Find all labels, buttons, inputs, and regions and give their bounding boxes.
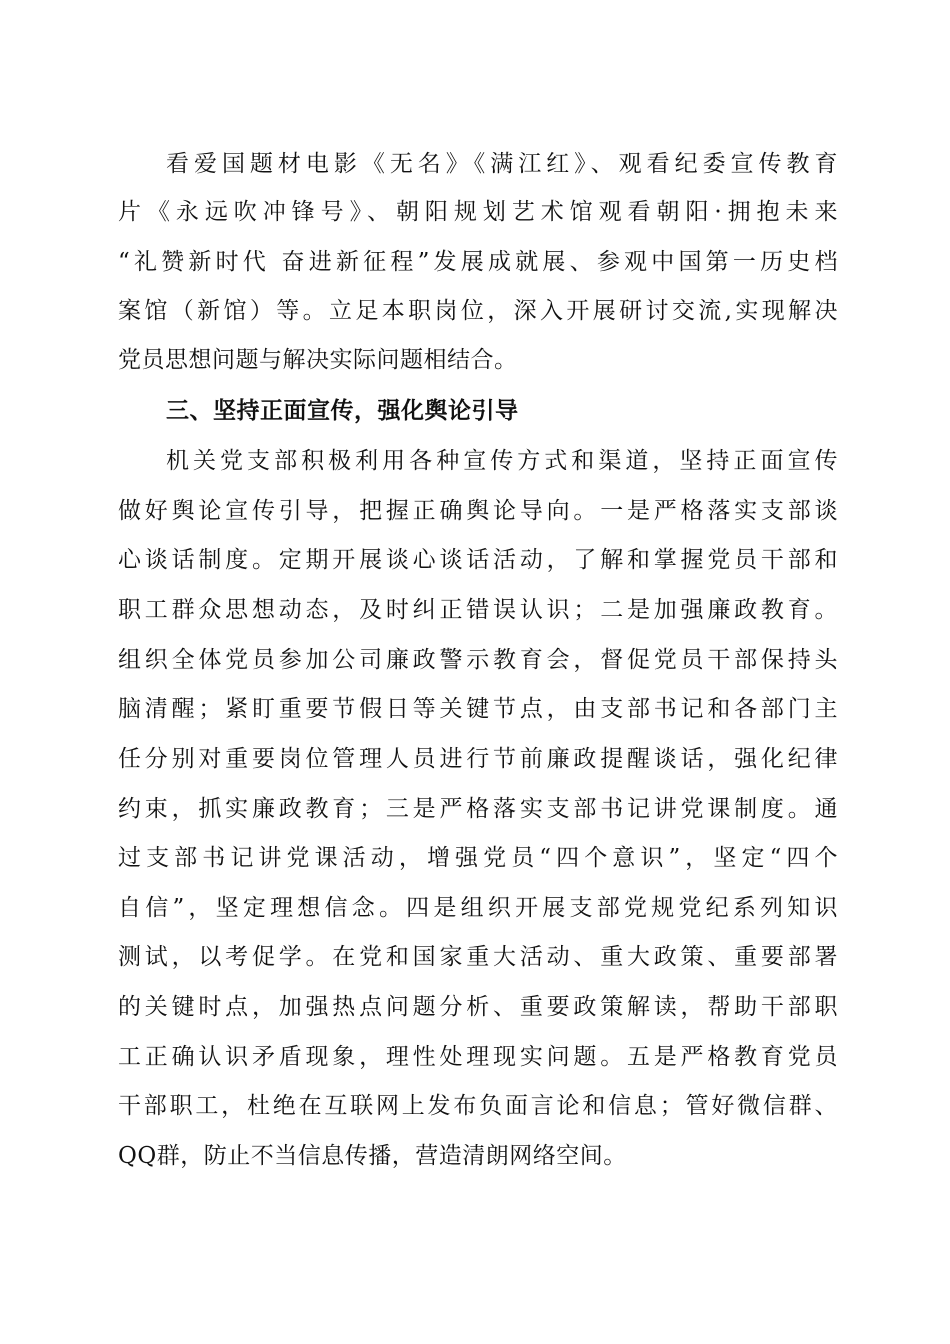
paragraph-2-line-8: 约束，抓实廉政教育；三是严格落实支部书记讲党课制度。通 <box>118 796 838 822</box>
paragraph-1-line-1: 看爱国题材电影《无名》《满江红》、观看纪委宣传教育 <box>166 151 838 177</box>
paragraph-2-line-3: 心谈话制度。定期开展谈心谈话活动，了解和掌握党员干部和 <box>118 547 838 573</box>
paragraph-1-line-5: 党员思想问题与解决实际问题相结合。 <box>118 347 518 373</box>
paragraph-1-line-3: “礼赞新时代 奋进新征程”发展成就展、参观中国第一历史档 <box>118 249 838 275</box>
paragraph-2-line-6: 脑清醒；紧盯重要节假日等关键节点，由支部书记和各部门主 <box>118 696 838 722</box>
paragraph-1-line-2: 片《永远吹冲锋号》、朝阳规划艺术馆观看朝阳·拥抱未来 <box>118 199 838 225</box>
paragraph-2-line-5: 组织全体党员参加公司廉政警示教育会，督促党员干部保持头 <box>118 647 838 673</box>
paragraph-2-line-10: 自信”，坚定理想信念。四是组织开展支部党规党纪系列知识 <box>118 895 838 921</box>
paragraph-2-line-13: 工正确认识矛盾现象，理性处理现实问题。五是严格教育党员 <box>118 1044 838 1070</box>
paragraph-2-line-2: 做好舆论宣传引导，把握正确舆论导向。一是严格落实支部谈 <box>118 498 838 524</box>
paragraph-2-line-9: 过支部书记讲党课活动，增强党员“四个意识”，坚定“四个 <box>118 845 838 871</box>
paragraph-2-line-11: 测试，以考促学。在党和国家重大活动、重大政策、重要部署 <box>118 944 838 970</box>
paragraph-2-line-4: 职工群众思想动态，及时纠正错误认识；二是加强廉政教育。 <box>118 597 838 623</box>
paragraph-2-line-7: 任分别对重要岗位管理人员进行节前廉政提醒谈话，强化纪律 <box>118 746 838 772</box>
paragraph-2-line-12: 的关键时点，加强热点问题分析、重要政策解读，帮助干部职 <box>118 994 838 1020</box>
paragraph-2-line-1: 机关党支部积极利用各种宣传方式和渠道，坚持正面宣传 <box>166 448 838 474</box>
paragraph-1-line-4: 案馆（新馆）等。立足本职岗位，深入开展研讨交流,实现解决 <box>118 298 838 324</box>
paragraph-2-line-14: 干部职工，杜绝在互联网上发布负面言论和信息；管好微信群、 <box>118 1093 838 1119</box>
section-heading: 三、坚持正面宣传，强化舆论引导 <box>166 398 519 424</box>
paragraph-2-line-15: QQ群，防止不当信息传播，营造清朗网络空间。 <box>118 1143 627 1169</box>
